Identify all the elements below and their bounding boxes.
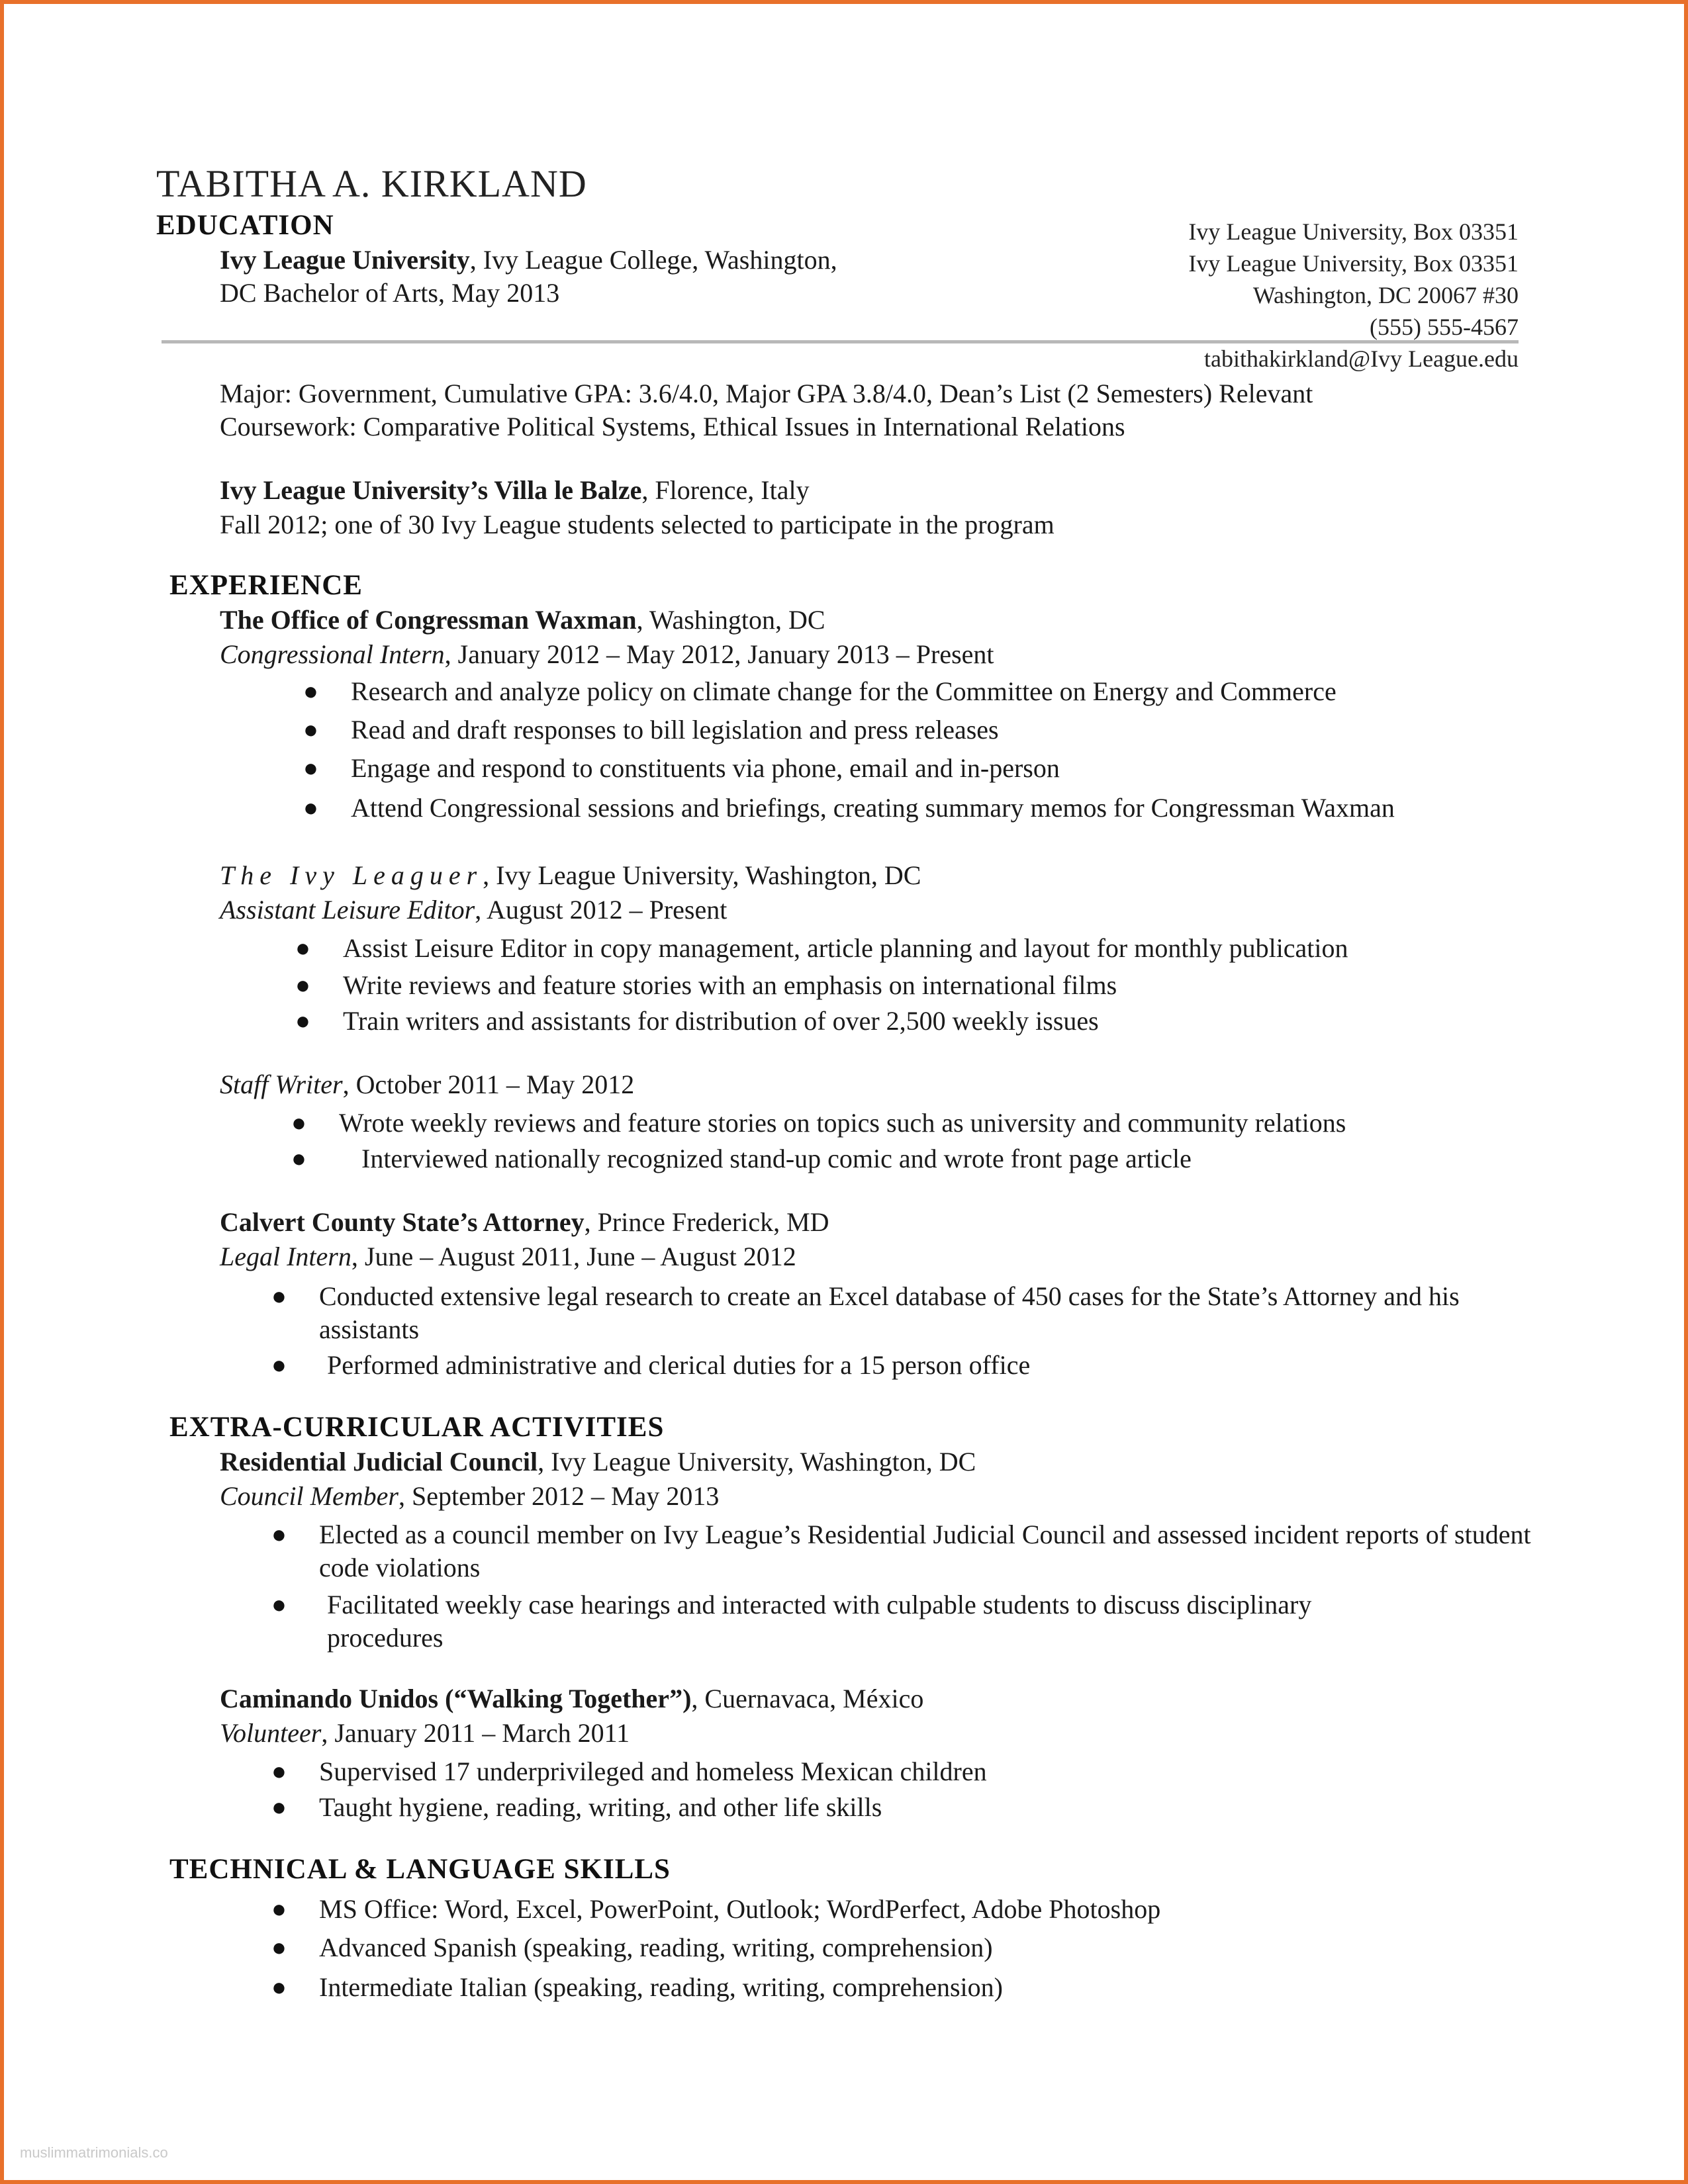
list-item: ● Engage and respond to constituents via phone, email and in-person (303, 753, 1060, 783)
contact-city: Washington, DC 20067 #30 (1252, 282, 1519, 308)
list-item: ● Conducted extensive legal research to create an Excel database of 450 cases for the State’s Attorney and his assistants (271, 1281, 1460, 1344)
skills-heading: TECHNICAL & LANGUAGE SKILLS (169, 1854, 671, 1885)
job-2-org: The Ivy Leaguer (220, 860, 483, 890)
abroad-school: Ivy League University’s Villa le Balze (220, 475, 642, 505)
list-item: ● Read and draft responses to bill legislation and press releases (303, 715, 999, 745)
job-4-location: , Prince Frederick, MD (584, 1207, 829, 1237)
education-major: Major: Government, Cumulative GPA: 3.6/4.0, Major GPA 3.8/4.0, Dean’s List (2 Semesters) Relevant (220, 379, 1313, 408)
activity-2-org: Caminando Unidos (“Walking Together”) (220, 1684, 692, 1713)
list-item: ● Intermediate Italian (speaking, reading, writing, comprehension) (271, 1972, 1003, 2002)
list-item: ● Facilitated weekly case hearings and interacted with culpable students to discuss disciplinary procedures (271, 1590, 1312, 1653)
activity-1-location: , Ivy League University, Washington, DC (538, 1447, 976, 1477)
activity-2-dates: , January 2011 – March 2011 (321, 1718, 630, 1748)
job-3-dates: , October 2011 – May 2012 (342, 1069, 635, 1099)
activity-2-location: , Cuernavaca, México (691, 1684, 924, 1713)
watermark: muslimmatrimonials.co (20, 2144, 168, 2161)
list-item: ● Research and analyze policy on climate change for the Committee on Energy and Commerce (303, 676, 1336, 706)
job-4-dates: , June – August 2011, June – August 2012 (351, 1242, 796, 1271)
contact-phone: (555) 555-4567 (1370, 314, 1519, 340)
experience-heading: EXPERIENCE (169, 570, 363, 601)
job-1-title: Congressional Intern (220, 639, 445, 669)
list-item: ● Write reviews and feature stories with an emphasis on international films (295, 970, 1117, 1000)
contact-address-1: Ivy League University, Box 03351 (1188, 218, 1519, 245)
list-item: ● Wrote weekly reviews and feature stories on topics such as university and community relations (291, 1108, 1346, 1138)
contact-email[interactable]: tabithakirkland@Ivy League.edu (1204, 345, 1519, 372)
list-item: ● Supervised 17 underprivileged and homeless Mexican children (271, 1756, 987, 1786)
contact-address-2: Ivy League University, Box 03351 (1188, 250, 1519, 277)
job-3-title: Staff Writer (220, 1069, 343, 1099)
abroad-description: Fall 2012; one of 30 Ivy League students selected to participate in the program (220, 510, 1055, 539)
education-school: Ivy League University (220, 245, 470, 275)
job-4-org: Calvert County State’s Attorney (220, 1207, 585, 1237)
job-2-location: , Ivy League University, Washington, DC (483, 860, 921, 890)
job-1-org: The Office of Congressman Waxman (220, 605, 637, 635)
list-item: ● Advanced Spanish (speaking, reading, writing, comprehension) (271, 1933, 993, 1962)
education-heading: EDUCATION (156, 210, 334, 241)
activity-1-org: Residential Judicial Council (220, 1447, 538, 1477)
candidate-name: TABITHA A. KIRKLAND (156, 162, 587, 205)
activity-1-title: Council Member (220, 1481, 399, 1511)
list-item: ● Interviewed nationally recognized stand-up comic and wrote front page article (291, 1144, 1192, 1173)
education-coursework: Coursework: Comparative Political Systems, Ethical Issues in International Relations (220, 412, 1125, 441)
job-2-title: Assistant Leisure Editor (220, 895, 475, 925)
job-4-title: Legal Intern (220, 1242, 352, 1271)
list-item: ● Assist Leisure Editor in copy management, article planning and layout for monthly publication (295, 933, 1348, 963)
activity-2-title: Volunteer (220, 1718, 322, 1748)
activities-heading: EXTRA-CURRICULAR ACTIVITIES (169, 1412, 665, 1443)
list-item: ● Elected as a council member on Ivy League’s Residential Judicial Council and assessed incident reports of student code violations (271, 1520, 1531, 1582)
list-item: ● Attend Congressional sessions and briefings, creating summary memos for Congressman Waxman (303, 793, 1395, 823)
job-2-dates: , August 2012 – Present (475, 895, 727, 925)
activity-1-dates: , September 2012 – May 2013 (398, 1481, 720, 1511)
list-item: ● Performed administrative and clerical duties for a 15 person office (271, 1350, 1031, 1380)
list-item: ● MS Office: Word, Excel, PowerPoint, Outlook; WordPerfect, Adobe Photoshop (271, 1894, 1161, 1924)
education-degree: DC Bachelor of Arts, May 2013 (220, 278, 560, 308)
education-school-location: , Ivy League College, Washington, (469, 245, 837, 275)
list-item: ● Taught hygiene, reading, writing, and other life skills (271, 1792, 882, 1822)
abroad-location: , Florence, Italy (641, 475, 810, 505)
job-1-dates: , January 2012 – May 2012, January 2013 – Present (444, 639, 994, 669)
list-item: ● Train writers and assistants for distribution of over 2,500 weekly issues (295, 1006, 1099, 1036)
job-1-location: , Washington, DC (636, 605, 825, 635)
